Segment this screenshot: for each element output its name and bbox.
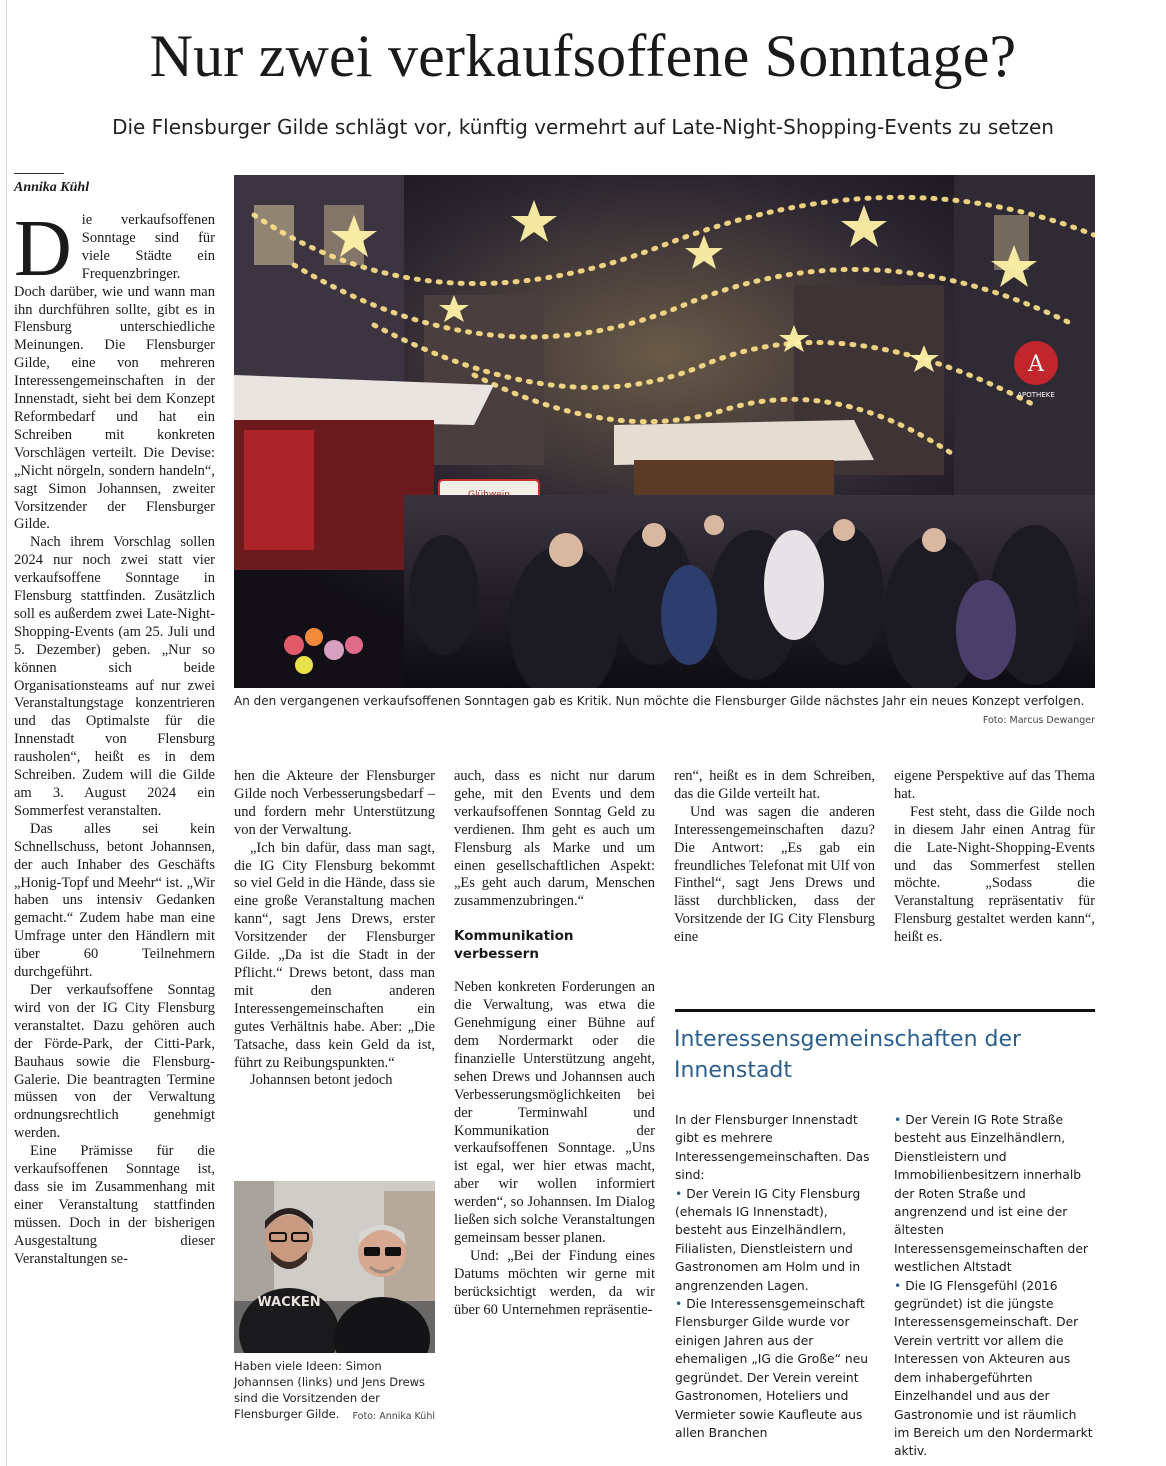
svg-text:APOTHEKE: APOTHEKE (1017, 391, 1055, 399)
bullet-icon: • (675, 1186, 683, 1201)
paragraph: eigene Perspektive auf das Thema hat. (894, 768, 1095, 802)
paragraph: auch, dass es nicht nur darum gehe, mit den Events und dem verkaufsoffenen Sonntag Geld zu verdienen. Ihm geht es auch um Flensburg als Marke und um einen gesellschaftlichen Aspekt: „Es geht auch darum, Menschen zusammenzubringen.“ (454, 768, 655, 910)
paragraph: Das alles sei kein Schnellschuss, betont Johannsen, der auch Inhaber des Geschäfts „Honig-Topf und Meehr“ ist. „Wir haben uns intensiv Gedanken gemacht.“ Zudem habe man eine Umfrage unter den Händlern mit über 60 Teilnehmern durchgeführt. (14, 820, 215, 981)
svg-text:WACKEN: WACKEN (257, 1295, 321, 1310)
infobox-column-right (894, 1111, 1095, 1461)
paragraph: Der verkaufsoffene Sonntag wird von der IG City Flensburg veranstaltet. Dazu gehören auch der Förde-Park, der Citti-Park, Bauhaus sowie die Flensburg-Galerie. Die beantragten Termine müssen von der Verwaltung ordnungsrechtlich genehmigt werden. (14, 981, 215, 1142)
page-margin-line (6, 0, 7, 1466)
infobox-item: • Der Verein IG City Flensburg (ehemals IG Innenstadt), besteht aus Einzelhändlern, Filialisten, Dienstleistern und Gastronomen am Holm und in angrenzenden Lagen. (675, 1186, 861, 1293)
paragraph: Und was sagen die anderen Interessengemeinschaften dazu? Die Antwort: „Es gab ein freundliches Telefonat mit Ulf von Finthel“, sagt Jens Drews und lässt durchblicken, dass der Vorsitzende der IG City Flensburg eine (674, 803, 875, 946)
author-rule (14, 173, 64, 174)
paragraph: Neben konkreten Forderungen an die Verwaltung, was etwa die Genehmigung einer Bühne auf dem Nordermarkt oder die finanzielle Unterstützung angeht, sehen Drews und Johannsen auch Verbesserungsmöglichkeiten bei der Terminwahl und Kommunikation der verkaufsoffenen Sonntage. „Uns ist egal, wer hier etwas macht, aber wir wollen informiert werden“, so Johannsen. Im Dialog ließen sich solche Veranstaltungen gemeinsam besser planen. (454, 979, 655, 1246)
paragraph: Und: „Bei der Findung eines Datums möchten wir gerne mit berücksichtigt werden, da wir über 60 Unternehmen repräsentie- (454, 1247, 655, 1318)
bullet-icon: • (894, 1113, 902, 1127)
dropcap: D (14, 205, 72, 293)
paragraph: Fest steht, dass die Gilde noch in diesem Jahr einen Antrag für die Late-Night-Shopping-Events und das Sommerfest stellen möchte. „Sodass die Veranstaltung repräsentativ für Flensburg gestaltet werden kann“, heißt es. (894, 803, 1095, 946)
portrait-photo-credit: Foto: Annika Kühl (352, 1411, 435, 1422)
main-photo-caption: An den vergangenen verkaufsoffenen Sonntagen gab es Kritik. Nun möchte die Flensburger Gilde nächstes Jahr ein neues Konzept verfolgen. (234, 694, 1085, 708)
subline: Die Flensburger Gilde schlägt vor, künftig vermehrt auf Late-Night-Shopping-Events zu setzen (112, 115, 1054, 139)
headline: Nur zwei verkaufsoffene Sonntage? (149, 23, 1017, 89)
paragraph: ren“, heißt es in dem Schreiben, das die Gilde verteilt hat. (674, 768, 875, 802)
bullet-icon: • (675, 1297, 683, 1312)
infobox-item: • Die Interessensgemeinschaft Flensburger Gilde wurde vor einigen Jahren aus der ehemaligen „IG die Große“ neu gegründet. Der Verein vereint Gastronomen, Hoteliers und Vermieter sowie Kaufleute aus allen Branchen (675, 1297, 869, 1440)
paragraph: hen die Akteure der Flensburger Gilde noch Verbesserungsbedarf – und fordern mehr Unterstützung von der Verwaltung. (234, 768, 435, 838)
svg-text:A: A (1028, 352, 1044, 377)
author: Annika Kühl (14, 180, 90, 195)
column-3 (454, 768, 655, 1319)
infobox-rule (675, 1009, 1095, 1012)
paragraph: „Ich bin dafür, dass man sagt, die IG City Flensburg bekommt so viel Geld in die Hände, dass sie eine große Veranstaltung machen kann“, sagt Jens Drews, erster Vorsitzender der Flensburger Gilde. „Da ist die Stadt in der Pflicht.“ Drews betont, dass man mit den anderen Interessengemeinschaften ein gutes Verhältnis habe. Aber: „Die Tatsache, dass kein Geld da ist, führt zu Reibungspunkten.“ (234, 839, 435, 1071)
paragraph: Johannsen betont jedoch (250, 1072, 393, 1089)
lead-paragraph: Die verkaufsoffenen Sonntage sind für viele Städte ein Frequenzbringer. Doch darüber, wie und wann man ihn durchführen sollte, gibt es in Flensburg unterschiedliche Meinungen. Die Flensburger Gilde, eine von mehreren Interessengemeinschaften in der Innenstadt, sieht bei dem Konzept Reformbedarf und hat ein Schreiben mit konkreten Vorschlägen verteilt. Die Devise: „Nicht nörgeln, sondern handeln“, sagt Simon Johannsen, zweiter Vorsitzender der Flensburger Gilde. (14, 205, 215, 533)
paragraph: Eine Prämisse für die verkaufsoffenen Sonntage ist, dass sie im Zusammenhang mit einer Veranstaltung stattfinden müssen. Doch in der bisherigen Ausgestaltung dieser Veranstaltungen se- (14, 1143, 215, 1267)
column-5 (894, 768, 1095, 947)
column-2 (234, 768, 435, 1090)
column-4 (674, 768, 875, 947)
column-1 (14, 205, 215, 1268)
infobox-column-left (675, 1111, 875, 1442)
infobox-title: Interessensgemeinschaften der Innenstadt (674, 1027, 1022, 1083)
crosshead: Kommunikation verbessern (454, 928, 574, 963)
paragraph: Nach ihrem Vorschlag sollen 2024 nur noch zwei statt vier verkaufsoffene Sonntage in Flensburg stattfinden. Zusätzlich soll es außerdem zwei Late-Night-Shopping-Events (am 25. Juli und 5. Dezember) geben. „Nur so können sich beide Organisationsteams auf nur zwei Veranstaltungstage konzentrieren und das Optimalste für die Innenstadt von Flensburg rausholen“, heißt es in dem Schreiben. Zudem will die Gilde am 3. August 2024 ein Sommerfest veranstalten. (14, 534, 215, 819)
portrait-photo-caption: Haben viele Ideen: Simon Johannsen (links) und Jens Drews sind die Vorsitzenden der Flensburger Gilde. Foto: Annika Kühl (234, 1358, 435, 1425)
christmas-market-photo (234, 175, 1095, 688)
infobox-item: • Die IG Flensgefühl (2016 gegründet) ist die jüngste Interessensgemeinschaft. Der Verein vertritt vor allem die Interessen von Akteuren aus dem inhabergeführten Einzelhandel und aus der Gastronomie und ist räumlich im Bereich um den Nordermarkt aktiv. (894, 1278, 1093, 1459)
infobox-intro: In der Flensburger Innenstadt gibt es mehrere Interessengemeinschaften. Das sind: (675, 1113, 870, 1183)
bullet-icon: • (894, 1278, 902, 1293)
portrait-photo (234, 1181, 435, 1353)
infobox-item: • Der Verein IG Rote Straße besteht aus Einzelhändlern, Dienstleistern und Immobilienbesitzern innerhalb der Roten Straße und angrenzend und ist eine der ältesten Interessensgemeinschaften der westlichen Altstadt (894, 1113, 1088, 1275)
main-photo-credit: Foto: Marcus Dewanger (982, 715, 1095, 726)
